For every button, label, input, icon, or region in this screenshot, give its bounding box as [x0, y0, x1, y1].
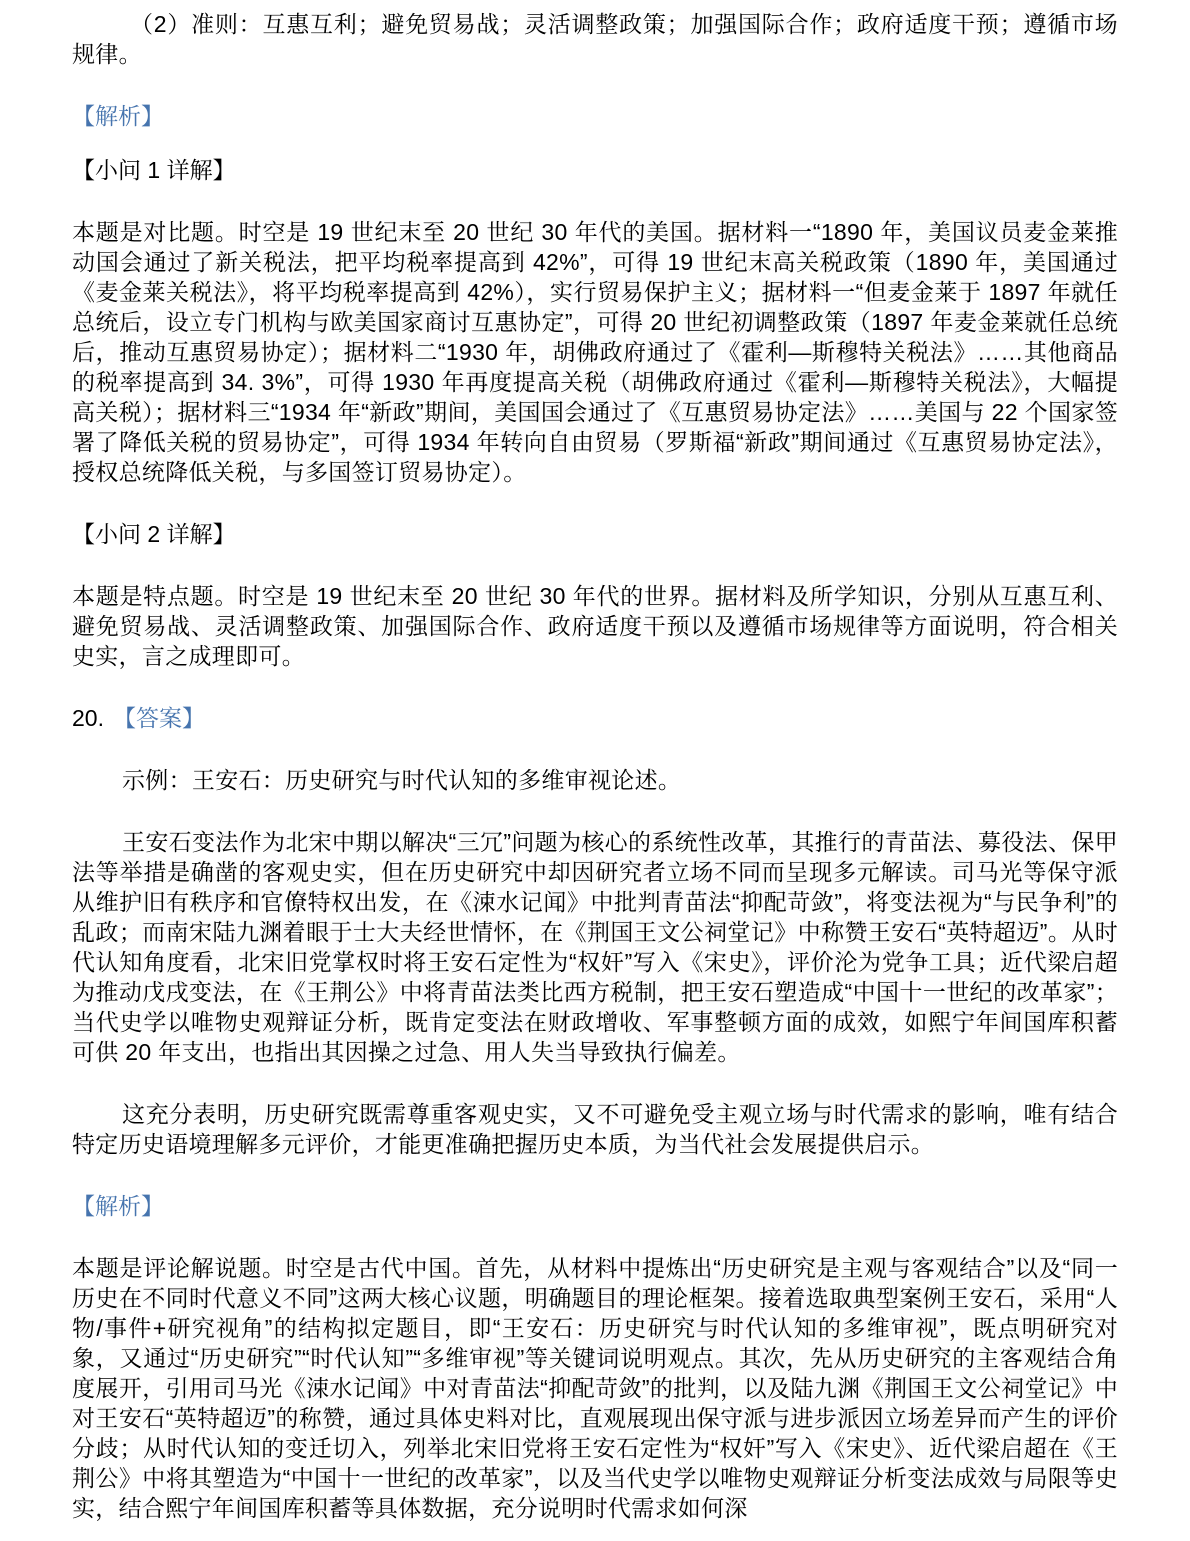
- q20-analysis-heading: 【解析】: [72, 1193, 164, 1219]
- q19-subq2-heading: 【小问 2 详解】: [72, 521, 236, 547]
- q19-answer-point2-paragraph: （2）准则：互惠互利；避免贸易战；灵活调整政策；加强国际合作；政府适度干预；遵循市场规律。: [72, 11, 1118, 67]
- q20-essay-title: 示例：王安石：历史研究与时代认知的多维审视论述。: [122, 767, 682, 793]
- q19-subq2-explanation: 本题是特点题。时空是 19 世纪末至 20 世纪 30 年代的世界。据材料及所学知识，分别从互惠互利、避免贸易战、灵活调整政策、加强国际合作、政府适度干预以及遵循市场规律等方面说明，符合相关史实，言之成理即可。: [72, 583, 1118, 669]
- q20-essay-body: 王安石变法作为北宋中期以解决“三冗”问题为核心的系统性改革，其推行的青苗法、募役法、保甲法等举措是确凿的客观史实，但在历史研究中却因研究者立场不同而呈现多元解读。司马光等保守派从维护旧有秩序和官僚特权出发，在《涑水记闻》中批判青苗法“抑配苛敛”，将变法视为“与民争利”的乱政；而南宋陆九渊着眼于士大夫经世情怀，在《荆国王文公祠堂记》中称赞王安石“英特超迈”。从时代认知角度看，北宋旧党掌权时将王安石定性为“权奸”写入《宋史》，评价沦为党争工具；近代梁启超为推动戊戌变法，在《王荆公》中将青苗法类比西方税制，把王安石塑造成“中国十一世纪的改革家”；当代史学以唯物史观辩证分析，既肯定变法在财政增收、军事整顿方面的成效，如熙宁年间国库积蓄可供 20 年支出，也指出其因操之过急、用人失当导致执行偏差。: [72, 829, 1118, 1065]
- q20-answer-line: [72, 703, 1118, 733]
- q19-analysis-heading: 【解析】: [72, 103, 164, 129]
- q20-essay-conclusion: 这充分表明，历史研究既需尊重客观史实，又不可避免受主观立场与时代需求的影响，唯有结合特定历史语境理解多元评价，才能更准确把握历史本质，为当代社会发展提供启示。: [72, 1101, 1118, 1157]
- q20-question-number: 20.: [72, 705, 104, 731]
- q19-subq1-explanation: 本题是对比题。时空是 19 世纪末至 20 世纪 30 年代的美国。据材料一“1890 年，美国议员麦金莱推动国会通过了新关税法，把平均税率提高到 42%”，可得 19 世纪末高关税政策（1890 年，美国通过《麦金莱关税法》，将平均税率提高到 42%），实行贸易保护主义；据材料一“但麦金莱于 1897 年就任总统后，设立专门机构与欧美国家商讨互惠协定”，可得 20 世纪初调整政策（1897 年麦金莱就任总统后，推动互惠贸易协定）；据材料二“1930 年，胡佛政府通过了《霍利—斯穆特关税法》……其他商品的税率提高到 34. 3%”，可得 1930 年再度提高关税（胡佛政府通过《霍利—斯穆特关税法》，大幅提高关税）；据材料三“1934 年“新政”期间，美国国会通过了《互惠贸易协定法》……美国与 22 个国家签署了降低关税的贸易协定”，可得 1934 年转向自由贸易（罗斯福“新政”期间通过《互惠贸易协定法》，授权总统降低关税，与多国签订贸易协定）。: [72, 219, 1118, 485]
- q19-subq1-heading: 【小问 1 详解】: [72, 157, 236, 183]
- q20-analysis-text: 本题是评论解说题。时空是古代中国。首先，从材料中提炼出“历史研究是主观与客观结合”以及“同一历史在不同时代意义不同”这两大核心议题，明确题目的理论框架。接着选取典型案例王安石，采用“人物/事件+研究视角”的结构拟定题目，即“王安石：历史研究与时代认知的多维审视”，既点明研究对象，又通过“历史研究”“时代认知”“多维审视”等关键词说明观点。其次，先从历史研究的主客观结合角度展开，引用司马光《涑水记闻》中对青苗法“抑配苛敛”的批判，以及陆九渊《荆国王文公祠堂记》中对王安石“英特超迈”的称赞，通过具体史料对比，直观展现出保守派与进步派因立场差异而产生的评价分歧；从时代认知的变迁切入，列举北宋旧党将王安石定性为“权奸”写入《宋史》、近代梁启超在《王荆公》中将其塑造为“中国十一世纪的改革家”，以及当代史学以唯物史观辩证分析变法成效与局限等史实，结合熙宁年间国库积蓄等具体数据，充分说明时代需求如何深: [72, 1255, 1118, 1521]
- q20-answer-label: 【答案】: [112, 705, 205, 731]
